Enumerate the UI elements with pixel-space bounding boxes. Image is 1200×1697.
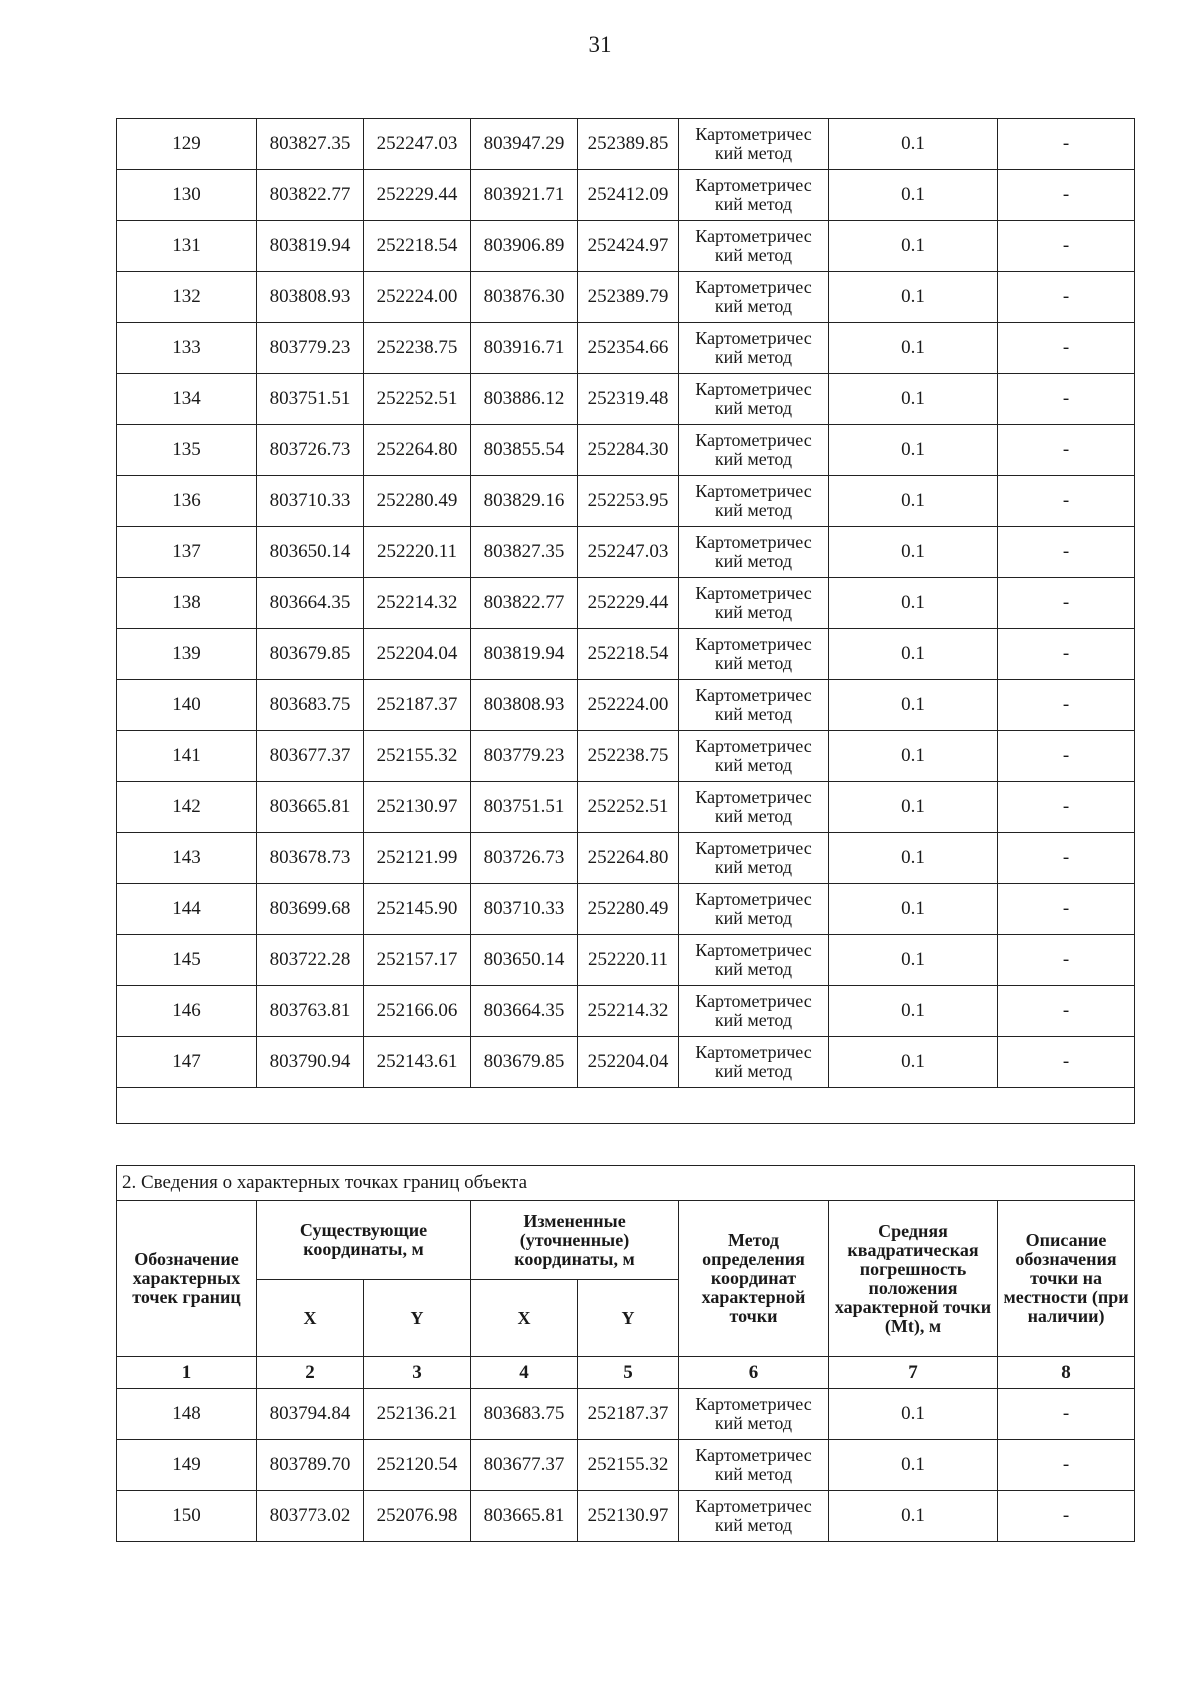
point-id-cell: 130 (117, 170, 257, 221)
x-changed-cell: 803679.85 (471, 1037, 578, 1088)
y-changed-cell: 252214.32 (578, 986, 679, 1037)
y-existing-cell: 252076.98 (364, 1491, 471, 1542)
point-id-cell: 134 (117, 374, 257, 425)
point-id-cell: 136 (117, 476, 257, 527)
y-existing-cell: 252247.03 (364, 119, 471, 170)
y-changed-cell: 252224.00 (578, 680, 679, 731)
method-line-1: Картометричес (695, 634, 812, 654)
accuracy-cell: 0.1 (829, 323, 998, 374)
description-cell: - (998, 986, 1135, 1037)
y-changed-cell: 252354.66 (578, 323, 679, 374)
method-line-2: кий метод (714, 551, 793, 571)
description-cell: - (998, 170, 1135, 221)
table-row (117, 1440, 1135, 1491)
table-row (117, 425, 1135, 476)
y-existing-cell: 252120.54 (364, 1440, 471, 1491)
method-cell (679, 1491, 829, 1542)
method-line-2: кий метод (714, 806, 793, 826)
y-changed-cell: 252130.97 (578, 1491, 679, 1542)
column-number-cell: 5 (578, 1357, 679, 1389)
method-cell (679, 935, 829, 986)
x-existing-cell: 803679.85 (257, 629, 364, 680)
x-existing-cell: 803665.81 (257, 782, 364, 833)
x-existing-cell: 803819.94 (257, 221, 364, 272)
y-changed-cell: 252204.04 (578, 1037, 679, 1088)
table-row (117, 884, 1135, 935)
method-line-2: кий метод (714, 755, 793, 775)
point-id-cell: 149 (117, 1440, 257, 1491)
description-cell: - (998, 272, 1135, 323)
y-changed-cell: 252264.80 (578, 833, 679, 884)
y-changed-cell: 252238.75 (578, 731, 679, 782)
point-id-cell: 142 (117, 782, 257, 833)
description-cell: - (998, 1440, 1135, 1491)
method-cell (679, 374, 829, 425)
table-row (117, 374, 1135, 425)
point-id-cell: 146 (117, 986, 257, 1037)
accuracy-cell: 0.1 (829, 119, 998, 170)
table-row (117, 578, 1135, 629)
accuracy-cell: 0.1 (829, 731, 998, 782)
x-changed-cell: 803819.94 (471, 629, 578, 680)
description-cell: - (998, 731, 1135, 782)
header-method: Метод определения координат характерной точки (679, 1201, 829, 1357)
method-cell (679, 1389, 829, 1440)
accuracy-cell: 0.1 (829, 1389, 998, 1440)
accuracy-cell: 0.1 (829, 884, 998, 935)
method-line-1: Картометричес (695, 175, 812, 195)
description-cell: - (998, 1389, 1135, 1440)
method-line-2: кий метод (714, 908, 793, 928)
x-changed-cell: 803855.54 (471, 425, 578, 476)
accuracy-cell: 0.1 (829, 425, 998, 476)
table-row (117, 833, 1135, 884)
point-id-cell: 132 (117, 272, 257, 323)
method-line-2: кий метод (714, 653, 793, 673)
x-changed-cell: 803779.23 (471, 731, 578, 782)
y-existing-cell: 252166.06 (364, 986, 471, 1037)
method-line-1: Картометричес (695, 430, 812, 450)
method-cell (679, 578, 829, 629)
point-id-cell: 145 (117, 935, 257, 986)
column-number-cell: 4 (471, 1357, 578, 1389)
description-cell: - (998, 782, 1135, 833)
point-id-cell: 148 (117, 1389, 257, 1440)
method-line-1: Картометричес (695, 991, 812, 1011)
y-changed-cell: 252229.44 (578, 578, 679, 629)
method-line-2: кий метод (714, 347, 793, 367)
point-id-cell: 137 (117, 527, 257, 578)
x-existing-cell: 803677.37 (257, 731, 364, 782)
x-changed-cell: 803683.75 (471, 1389, 578, 1440)
y-existing-cell: 252136.21 (364, 1389, 471, 1440)
point-id-cell: 131 (117, 221, 257, 272)
x-existing-cell: 803726.73 (257, 425, 364, 476)
method-line-2: кий метод (714, 398, 793, 418)
method-line-2: кий метод (714, 1413, 793, 1433)
y-existing-cell: 252157.17 (364, 935, 471, 986)
accuracy-cell: 0.1 (829, 527, 998, 578)
table-row (117, 629, 1135, 680)
point-id-cell: 141 (117, 731, 257, 782)
x-changed-cell: 803947.29 (471, 119, 578, 170)
x-changed-cell: 803822.77 (471, 578, 578, 629)
y-existing-cell: 252130.97 (364, 782, 471, 833)
coordinates-table-continued (116, 118, 1135, 1124)
y-changed-cell: 252389.79 (578, 272, 679, 323)
method-line-2: кий метод (714, 194, 793, 214)
x-changed-cell: 803921.71 (471, 170, 578, 221)
y-existing-cell: 252218.54 (364, 221, 471, 272)
table-row (117, 782, 1135, 833)
point-id-cell: 129 (117, 119, 257, 170)
method-line-1: Картометричес (695, 379, 812, 399)
point-id-cell: 139 (117, 629, 257, 680)
y-changed-cell: 252253.95 (578, 476, 679, 527)
description-cell: - (998, 833, 1135, 884)
accuracy-cell: 0.1 (829, 272, 998, 323)
method-line-2: кий метод (714, 1061, 793, 1081)
x-existing-cell: 803790.94 (257, 1037, 364, 1088)
method-line-2: кий метод (714, 1515, 793, 1535)
method-cell (679, 884, 829, 935)
y-changed-cell: 252218.54 (578, 629, 679, 680)
y-existing-cell: 252238.75 (364, 323, 471, 374)
table-row (117, 986, 1135, 1037)
column-number-cell: 8 (998, 1357, 1135, 1389)
x-existing-cell: 803722.28 (257, 935, 364, 986)
x-changed-cell: 803710.33 (471, 884, 578, 935)
x-changed-cell: 803916.71 (471, 323, 578, 374)
method-line-1: Картометричес (695, 685, 812, 705)
header-description: Описание обозначения точки на местности (при наличии) (998, 1201, 1135, 1357)
table-row (117, 221, 1135, 272)
y-existing-cell: 252143.61 (364, 1037, 471, 1088)
point-id-cell: 140 (117, 680, 257, 731)
method-line-1: Картометричес (695, 1445, 812, 1465)
point-id-cell: 147 (117, 1037, 257, 1088)
x-changed-cell: 803886.12 (471, 374, 578, 425)
x-existing-cell: 803794.84 (257, 1389, 364, 1440)
method-cell (679, 425, 829, 476)
point-id-cell: 133 (117, 323, 257, 374)
description-cell: - (998, 374, 1135, 425)
empty-cell (117, 1088, 1135, 1124)
method-cell (679, 629, 829, 680)
x-existing-cell: 803751.51 (257, 374, 364, 425)
method-line-1: Картометричес (695, 481, 812, 501)
x-changed-cell: 803751.51 (471, 782, 578, 833)
x-existing-cell: 803699.68 (257, 884, 364, 935)
accuracy-cell: 0.1 (829, 578, 998, 629)
y-existing-cell: 252155.32 (364, 731, 471, 782)
x-changed-cell: 803876.30 (471, 272, 578, 323)
description-cell: - (998, 527, 1135, 578)
y-changed-cell: 252389.85 (578, 119, 679, 170)
header-existing-coords: Существующие координаты, м (257, 1201, 471, 1280)
table-row (117, 119, 1135, 170)
method-line-1: Картометричес (695, 532, 812, 552)
table-row (117, 1491, 1135, 1542)
method-line-1: Картометричес (695, 1496, 812, 1516)
method-line-2: кий метод (714, 500, 793, 520)
point-id-cell: 138 (117, 578, 257, 629)
method-line-1: Картометричес (695, 1042, 812, 1062)
accuracy-cell: 0.1 (829, 1440, 998, 1491)
y-existing-cell: 252187.37 (364, 680, 471, 731)
header-x-existing: X (257, 1280, 364, 1357)
method-line-2: кий метод (714, 857, 793, 877)
table-row (117, 170, 1135, 221)
point-id-cell: 144 (117, 884, 257, 935)
table-row (117, 680, 1135, 731)
column-number-cell: 3 (364, 1357, 471, 1389)
point-id-cell: 135 (117, 425, 257, 476)
method-cell (679, 272, 829, 323)
method-cell (679, 476, 829, 527)
y-changed-cell: 252319.48 (578, 374, 679, 425)
accuracy-cell: 0.1 (829, 374, 998, 425)
point-id-cell: 150 (117, 1491, 257, 1542)
description-cell: - (998, 680, 1135, 731)
method-line-2: кий метод (714, 143, 793, 163)
y-existing-cell: 252264.80 (364, 425, 471, 476)
method-line-1: Картометричес (695, 226, 812, 246)
method-cell (679, 680, 829, 731)
x-existing-cell: 803710.33 (257, 476, 364, 527)
method-line-2: кий метод (714, 296, 793, 316)
table-row (117, 731, 1135, 782)
method-line-2: кий метод (714, 245, 793, 265)
description-cell: - (998, 884, 1135, 935)
y-changed-cell: 252155.32 (578, 1440, 679, 1491)
y-changed-cell: 252280.49 (578, 884, 679, 935)
accuracy-cell: 0.1 (829, 476, 998, 527)
method-line-2: кий метод (714, 1010, 793, 1030)
description-cell: - (998, 323, 1135, 374)
header-point-designation: Обозначение характерных точек границ (117, 1201, 257, 1357)
method-line-1: Картометричес (695, 787, 812, 807)
x-existing-cell: 803763.81 (257, 986, 364, 1037)
method-cell (679, 731, 829, 782)
y-changed-cell: 252284.30 (578, 425, 679, 476)
table-row (117, 1389, 1135, 1440)
method-line-1: Картометричес (695, 838, 812, 858)
method-line-1: Картометричес (695, 583, 812, 603)
method-cell (679, 170, 829, 221)
x-changed-cell: 803665.81 (471, 1491, 578, 1542)
header-x-changed: X (471, 1280, 578, 1357)
x-existing-cell: 803779.23 (257, 323, 364, 374)
method-line-2: кий метод (714, 602, 793, 622)
header-y-changed: Y (578, 1280, 679, 1357)
accuracy-cell: 0.1 (829, 1491, 998, 1542)
description-cell: - (998, 935, 1135, 986)
method-line-1: Картометричес (695, 277, 812, 297)
table-row (117, 272, 1135, 323)
description-cell: - (998, 578, 1135, 629)
y-changed-cell: 252412.09 (578, 170, 679, 221)
method-line-2: кий метод (714, 1464, 793, 1484)
description-cell: - (998, 119, 1135, 170)
y-changed-cell: 252247.03 (578, 527, 679, 578)
y-existing-cell: 252229.44 (364, 170, 471, 221)
y-existing-cell: 252145.90 (364, 884, 471, 935)
x-existing-cell: 803650.14 (257, 527, 364, 578)
y-changed-cell: 252220.11 (578, 935, 679, 986)
method-line-1: Картометричес (695, 124, 812, 144)
header-y-existing: Y (364, 1280, 471, 1357)
x-changed-cell: 803677.37 (471, 1440, 578, 1491)
x-existing-cell: 803822.77 (257, 170, 364, 221)
x-existing-cell: 803789.70 (257, 1440, 364, 1491)
x-existing-cell: 803678.73 (257, 833, 364, 884)
accuracy-cell: 0.1 (829, 629, 998, 680)
table-caption: 2. Сведения о характерных точках границ объекта (117, 1166, 1135, 1201)
accuracy-cell: 0.1 (829, 833, 998, 884)
method-line-2: кий метод (714, 449, 793, 469)
method-cell (679, 119, 829, 170)
method-cell (679, 986, 829, 1037)
description-cell: - (998, 476, 1135, 527)
method-cell (679, 1440, 829, 1491)
y-existing-cell: 252220.11 (364, 527, 471, 578)
description-cell: - (998, 629, 1135, 680)
method-cell (679, 221, 829, 272)
page-number: 31 (588, 32, 612, 57)
empty-row (117, 1088, 1135, 1124)
x-changed-cell: 803827.35 (471, 527, 578, 578)
accuracy-cell: 0.1 (829, 221, 998, 272)
table-row (117, 476, 1135, 527)
x-changed-cell: 803808.93 (471, 680, 578, 731)
method-line-1: Картометричес (695, 1394, 812, 1414)
method-cell (679, 833, 829, 884)
method-cell (679, 527, 829, 578)
point-id-cell: 143 (117, 833, 257, 884)
x-existing-cell: 803808.93 (257, 272, 364, 323)
y-changed-cell: 252252.51 (578, 782, 679, 833)
method-line-1: Картометричес (695, 889, 812, 909)
table-row (117, 323, 1135, 374)
y-changed-cell: 252424.97 (578, 221, 679, 272)
header-accuracy: Средняя квадратическая погрешность положения характерной точки (Mt), м (829, 1201, 998, 1357)
table-row (117, 1037, 1135, 1088)
column-number-cell: 2 (257, 1357, 364, 1389)
x-changed-cell: 803726.73 (471, 833, 578, 884)
method-line-1: Картометричес (695, 328, 812, 348)
description-cell: - (998, 221, 1135, 272)
table-row (117, 935, 1135, 986)
method-line-2: кий метод (714, 959, 793, 979)
description-cell: - (998, 1037, 1135, 1088)
characteristic-points-table (116, 1165, 1135, 1542)
header-changed-coords: Измененные (уточненные) координаты, м (471, 1201, 679, 1280)
y-existing-cell: 252121.99 (364, 833, 471, 884)
y-existing-cell: 252214.32 (364, 578, 471, 629)
column-number-cell: 1 (117, 1357, 257, 1389)
accuracy-cell: 0.1 (829, 680, 998, 731)
column-number-cell: 7 (829, 1357, 998, 1389)
x-changed-cell: 803829.16 (471, 476, 578, 527)
x-existing-cell: 803664.35 (257, 578, 364, 629)
description-cell: - (998, 425, 1135, 476)
y-existing-cell: 252252.51 (364, 374, 471, 425)
y-existing-cell: 252204.04 (364, 629, 471, 680)
description-cell: - (998, 1491, 1135, 1542)
method-cell (679, 782, 829, 833)
table-row (117, 527, 1135, 578)
method-cell (679, 323, 829, 374)
x-changed-cell: 803906.89 (471, 221, 578, 272)
accuracy-cell: 0.1 (829, 170, 998, 221)
accuracy-cell: 0.1 (829, 986, 998, 1037)
method-line-1: Картометричес (695, 940, 812, 960)
x-existing-cell: 803827.35 (257, 119, 364, 170)
accuracy-cell: 0.1 (829, 1037, 998, 1088)
method-line-1: Картометричес (695, 736, 812, 756)
accuracy-cell: 0.1 (829, 782, 998, 833)
x-existing-cell: 803683.75 (257, 680, 364, 731)
method-cell (679, 1037, 829, 1088)
x-changed-cell: 803664.35 (471, 986, 578, 1037)
column-number-cell: 6 (679, 1357, 829, 1389)
y-existing-cell: 252224.00 (364, 272, 471, 323)
x-existing-cell: 803773.02 (257, 1491, 364, 1542)
accuracy-cell: 0.1 (829, 935, 998, 986)
y-changed-cell: 252187.37 (578, 1389, 679, 1440)
x-changed-cell: 803650.14 (471, 935, 578, 986)
y-existing-cell: 252280.49 (364, 476, 471, 527)
method-line-2: кий метод (714, 704, 793, 724)
